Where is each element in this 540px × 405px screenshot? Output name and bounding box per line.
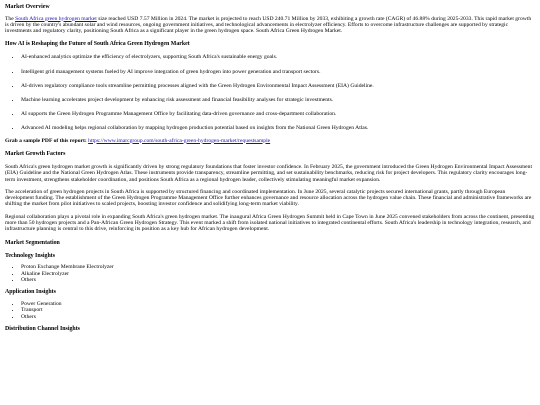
list-item: • Transport [21, 307, 535, 313]
market-link[interactable]: South Africa green hydrogen market [15, 15, 97, 22]
list-item: • Intelligent grid management systems fueled by AI improve integration of green hydrogen into power generation and transport sectors. [21, 69, 535, 75]
application-list [5, 301, 535, 320]
list-item: • Others [21, 314, 535, 320]
list-item: • Machine learning accelerates project development by enhancing risk assessment and financial feasibility analyses for strategic investments. [21, 97, 535, 103]
list-item: • Alkaline Electrolyzer [21, 271, 535, 277]
segmentation-heading: Market Segmentation [5, 239, 60, 246]
list-item: • AI-driven regulatory compliance tools streamline permitting processes aligned with the Green Hydrogen Environmental Impact Assessment (EIA) Guideline. [21, 83, 535, 89]
overview-text-after-link: size reached USD 7.57 Million in 2024. The market is projected to reach USD 240.71 Million by 2033, exhibiting a growth rate (CAGR) of 46.88% during 2025-2033. This rapid market growth is driven by the country's abundant solar and wind resources, ongoing government initiatives, and technological advancements in electrolyzer efficiency. Efforts to overcome infrastructure challenges are supported by strategic investments and regulatory clarity, positioning South Africa as a significant player in the green hydrogen space. South Africa Green Hydrogen Market. [5, 15, 532, 35]
growth-heading: Market Growth Factors [5, 150, 66, 157]
growth-paragraph-1: South Africa's green hydrogen market growth is significantly driven by strong regulatory foundations that foster investor confidence. In February 2025, the government introduced the Green Hydrogen Environmental Impact Assessment (EIA) Guideline and the National Green Hydrogen Atlas. These instruments provide transparency, streamline permitting, and set sustainability benchmarks, reducing risk for project developers. This regulatory clarity encourages long-term investment, strengthens stakeholder coordination, and positions South Africa as a regional hydrogen leader, collectively stimulating meaningful market expansion. [5, 163, 532, 183]
list-item: • Others [21, 277, 535, 283]
list-item: • Advanced AI modeling helps regional collaboration by mapping hydrogen production potential based on insights from the National Green Hydrogen Atlas. [21, 125, 535, 131]
overview-paragraph [5, 16, 535, 35]
overview-text-before-link: The [5, 15, 16, 22]
distribution-insights-heading: Distribution Channel Insights [5, 326, 80, 333]
list-item: • Power Generation [21, 301, 535, 307]
overview-heading: Market Overview [5, 4, 50, 10]
sample-pdf-link[interactable]: https://www.imarcgroup.com/south-africa-green-hydrogen-market/requestsample [88, 137, 271, 144]
sample-pdf-label: Grab a sample PDF of this report: [5, 137, 87, 144]
technology-list [5, 264, 535, 283]
ai-benefits-list [5, 54, 535, 131]
technology-insights-heading: Technology Insights [5, 252, 56, 259]
ai-section-heading: How AI is Reshaping the Future of South Africa Green Hydrogen Market [5, 41, 190, 48]
list-item: • AI supports the Green Hydrogen Programme Management Office by facilitating data-driven governance and cross-department collaboration. [21, 111, 535, 117]
growth-paragraph-3: Regional collaboration plays a pivotal role in expanding South Africa's green hydrogen market. The inaugural Africa Green Hydrogen Summit held in Cape Town in June 2025 convened stakeholders from across the continent, presenting more than 50 hydrogen projects and a Pan-African Green Hydrogen Strategy. This event marked a shift from isolated national initiatives to integrated continental efforts. South Africa's leadership in technology integration, research, and infrastructure planning is central to this drive, reinforcing its position as a key hub for African hydrogen development. [5, 213, 535, 233]
list-item: • Proton Exchange Membrane Electrolyzer [21, 264, 535, 270]
application-insights-heading: Application Insights [5, 289, 56, 296]
list-item: • AI-enhanced analytics optimize the efficiency of electrolyzers, supporting South Africa's sustainable energy goals. [21, 54, 535, 60]
growth-paragraph-2: The acceleration of green hydrogen projects in South Africa is supported by structured financing and coordinated implementation. In June 2025, several catalytic projects secured international grants, partly through European development funding. The establishment of the Green Hydrogen Programme Management Office further enhances governance and resource allocation across the hydrogen value chain. These financial and administrative frameworks are shifting the market from pilot initiatives to scaled projects, boosting investor confidence and solidifying long-term market viability. [5, 188, 532, 208]
